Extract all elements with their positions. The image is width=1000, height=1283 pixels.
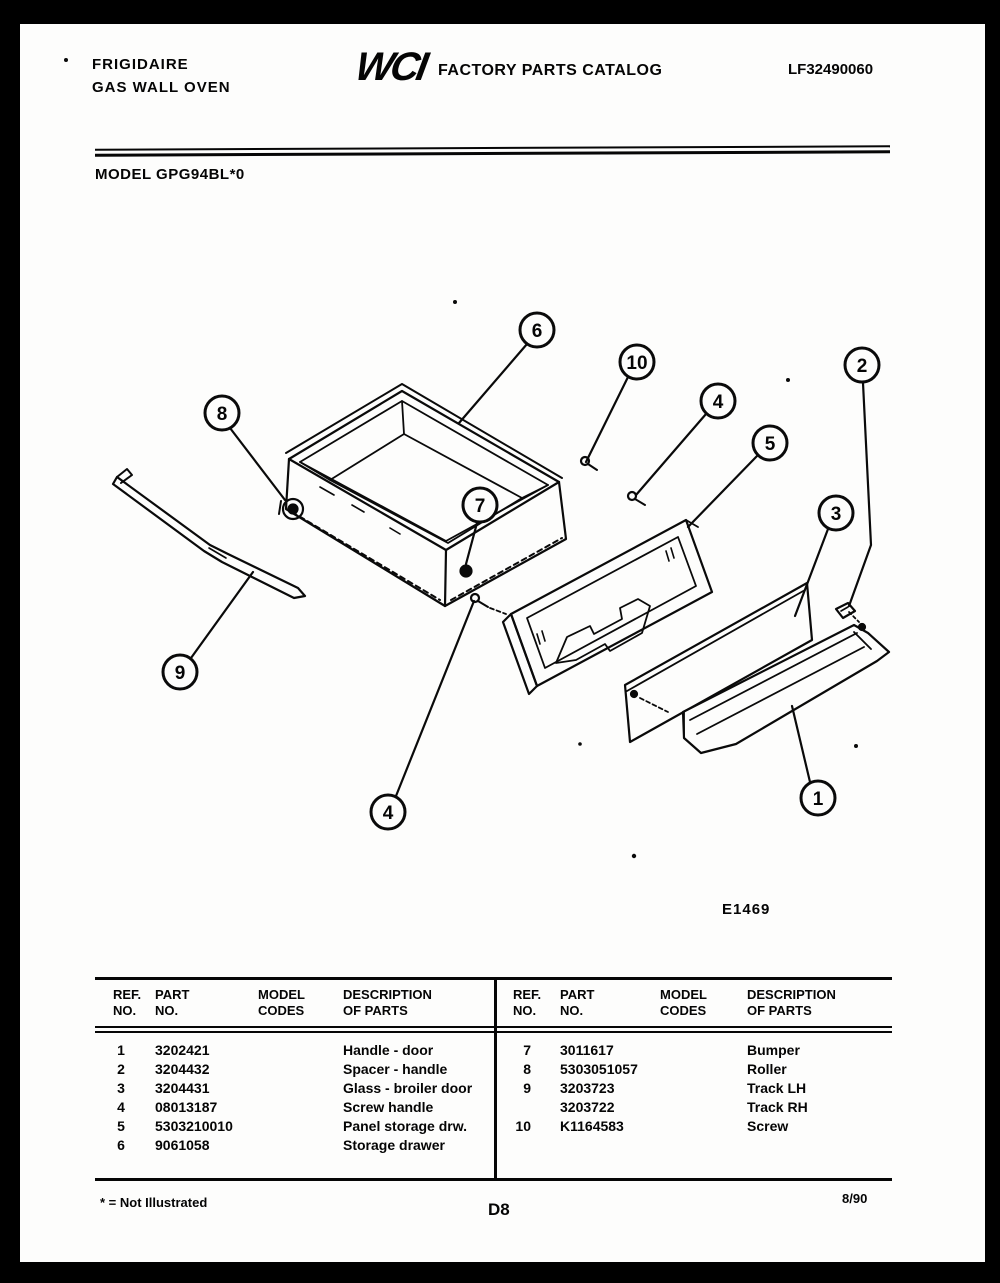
- table-row: 6 9061058 Storage drawer: [117, 1137, 445, 1153]
- callout-1: [792, 706, 835, 815]
- col-header-ref: REF. NO.: [113, 987, 142, 1018]
- scan-border-right: [985, 0, 1000, 1283]
- spacer-part: [836, 603, 855, 618]
- page-number: D8: [488, 1200, 510, 1219]
- scan-border-bottom: [0, 1262, 1000, 1283]
- table-row: 8 5303051057 Roller: [523, 1061, 787, 1077]
- svg-text:7: 7: [474, 496, 486, 517]
- svg-text:10: 10: [626, 353, 648, 374]
- col-header-model: MODEL CODES: [660, 987, 707, 1018]
- table-row: 7 3011617 Bumper: [523, 1042, 800, 1058]
- col-header-part: PART NO.: [155, 987, 190, 1018]
- table-row: 3 3204431 Glass - broiler door: [117, 1080, 473, 1096]
- table-row: 9 3203723 Track LH: [523, 1080, 807, 1096]
- col-header-description: DESCRIPTION OF PARTS: [747, 987, 836, 1018]
- bumper-part: [461, 566, 472, 577]
- brand-name: FRIGIDAIRE: [92, 56, 189, 73]
- callout-10: [586, 345, 654, 462]
- col-header-model: MODEL CODES: [258, 987, 305, 1018]
- svg-text:2: 2: [856, 356, 868, 377]
- svg-text:1: 1: [812, 789, 824, 810]
- callout-9: [163, 572, 253, 689]
- table-row: 3203722 Track RH: [560, 1099, 808, 1115]
- figure-number: E1469: [722, 901, 771, 918]
- table-row: 10 K1164583 Screw: [515, 1118, 789, 1134]
- model-number: MODEL GPG94BL*0: [95, 166, 245, 183]
- revision-date: 8/90: [842, 1191, 868, 1206]
- table-row: 2 3204432 Spacer - handle: [117, 1061, 448, 1077]
- screw-4-bottom-icon: [471, 594, 506, 614]
- table-row: 5 5303210010 Panel storage drw.: [117, 1118, 467, 1134]
- svg-text:4: 4: [712, 392, 724, 413]
- callout-4: [636, 384, 735, 495]
- publication-number: LF32490060: [788, 61, 874, 78]
- screw-10-icon: [581, 457, 597, 470]
- storage-drawer-part: [286, 384, 566, 606]
- col-header-ref: REF. NO.: [513, 987, 542, 1018]
- table-row: 1 3202421 Handle - door: [117, 1042, 434, 1058]
- col-header-part: PART NO.: [560, 987, 595, 1018]
- svg-text:4: 4: [382, 803, 394, 824]
- appliance-type: GAS WALL OVEN: [92, 79, 231, 96]
- col-header-description: DESCRIPTION OF PARTS: [343, 987, 432, 1018]
- not-illustrated-note: * = Not Illustrated: [100, 1195, 208, 1210]
- svg-text:5: 5: [764, 434, 776, 455]
- callout-group: [163, 313, 879, 829]
- callout-2: [845, 348, 879, 606]
- wci-logo: WCI: [352, 45, 429, 89]
- callout-7: [463, 488, 497, 564]
- svg-text:6: 6: [531, 321, 543, 342]
- callout-8: [205, 396, 285, 500]
- table-row: 4 08013187 Screw handle: [117, 1099, 434, 1115]
- callout-5: [688, 426, 787, 527]
- catalog-title: FACTORY PARTS CATALOG: [438, 62, 663, 79]
- svg-text:9: 9: [174, 663, 186, 684]
- scan-border-top: [0, 0, 1000, 24]
- svg-text:8: 8: [216, 404, 228, 425]
- callout-4: [371, 601, 474, 829]
- svg-text:3: 3: [830, 504, 842, 525]
- scan-border-left: [0, 0, 20, 1283]
- callout-6: [459, 313, 554, 423]
